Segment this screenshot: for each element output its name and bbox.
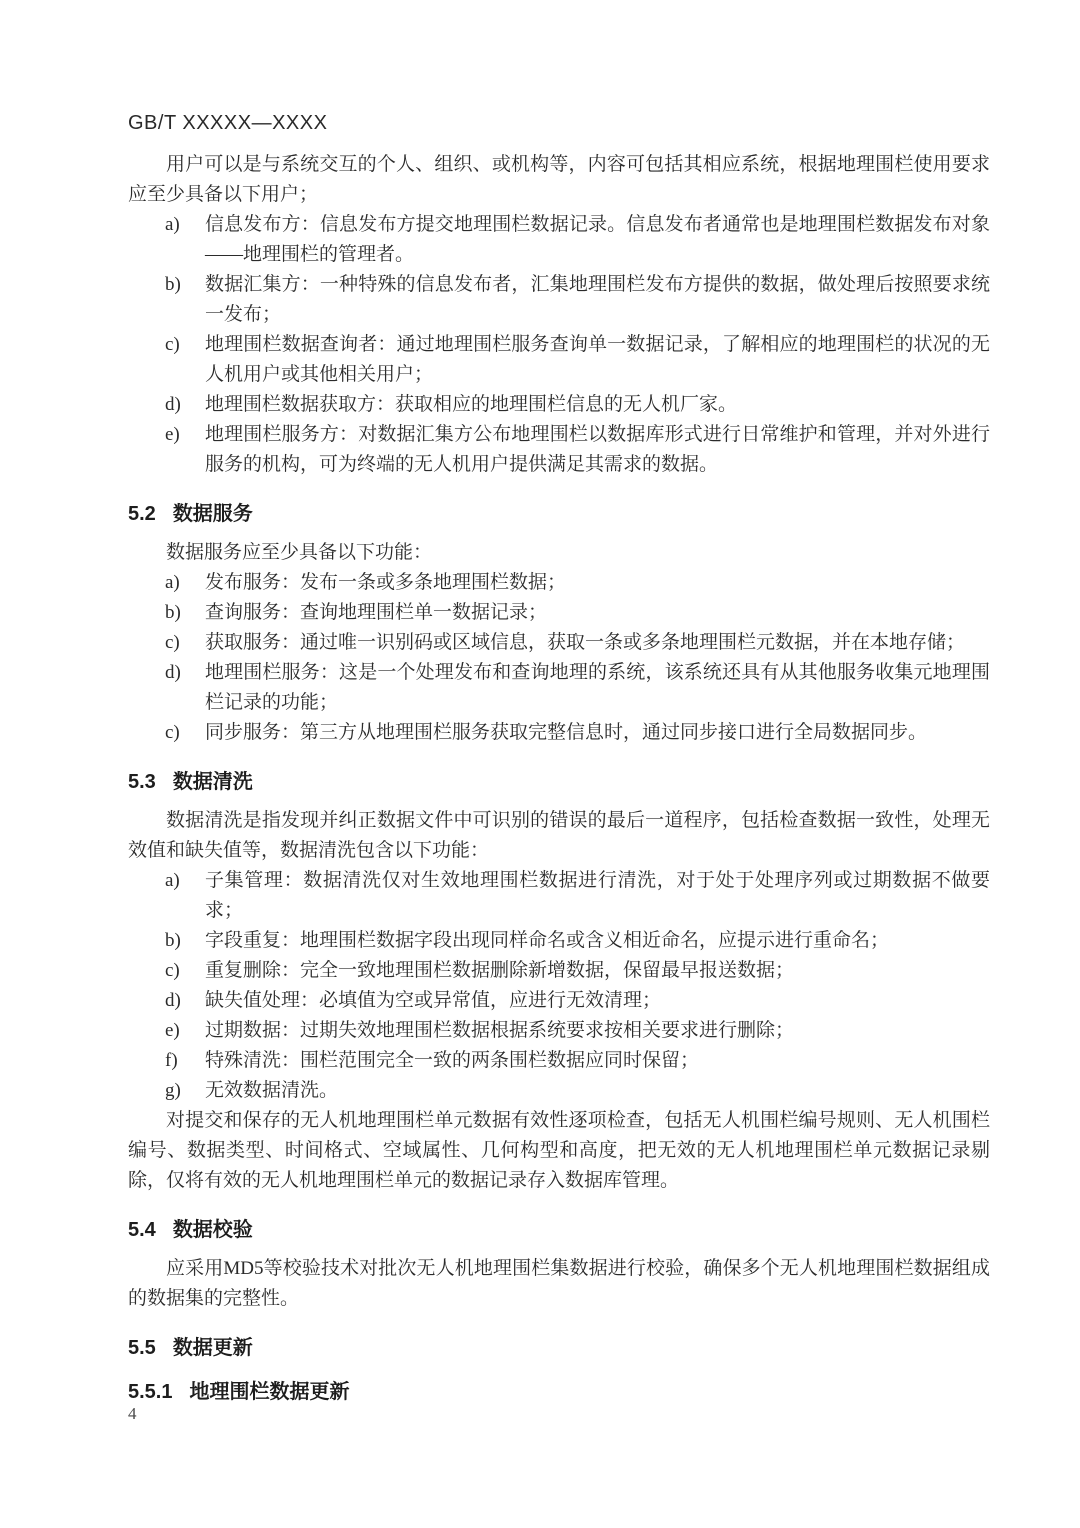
list-item-text: 地理围栏数据查询者：通过地理围栏服务查询单一数据记录，了解相应的地理围栏的状况的无人机用户或其他相关用户； xyxy=(205,334,990,385)
data-cleaning-list xyxy=(128,866,990,1106)
list-item xyxy=(128,718,990,748)
list-item xyxy=(128,1046,990,1076)
list-item-label: c) xyxy=(165,960,180,981)
list-item-label: a) xyxy=(165,214,180,235)
user-role-list xyxy=(128,210,990,480)
list-item-label: c) xyxy=(165,722,180,743)
list-item xyxy=(128,986,990,1016)
list-item xyxy=(128,658,990,718)
list-item-text: 过期数据：过期失效地理围栏数据根据系统要求按相关要求进行删除； xyxy=(205,1020,795,1041)
section-title: 数据服务 xyxy=(172,503,253,525)
section-number: 5.5.1 xyxy=(128,1381,173,1403)
section-5-2-intro: 数据服务应至少具备以下功能： xyxy=(166,542,433,563)
standard-number-header: GB/T XXXXX—XXXX xyxy=(128,112,328,134)
list-item-text: 重复删除：完全一致地理围栏数据删除新增数据，保留最早报送数据； xyxy=(205,960,795,981)
list-item-text: 字段重复：地理围栏数据字段出现同样命名或含义相近命名，应提示进行重命名； xyxy=(205,930,890,951)
list-item-label: e) xyxy=(165,1020,180,1041)
data-service-list xyxy=(128,568,990,748)
list-item-text: 发布服务：发布一条或多条地理围栏数据； xyxy=(205,572,567,593)
list-item xyxy=(128,956,990,986)
list-item xyxy=(128,628,990,658)
section-5-3-closing-paragraph: 对提交和保存的无人机地理围栏单元数据有效性逐项检查，包括无人机围栏编号规则、无人机围栏编号、数据类型、时间格式、空域属性、几何构型和高度，把无效的无人机地理围栏单元数据记录剔除，仅将有效的无人机地理围栏单元的数据记录存入数据库管理。 xyxy=(128,1110,990,1191)
list-item-label: d) xyxy=(165,394,181,415)
section-heading-5-5-1 xyxy=(128,1380,990,1404)
list-item-label: b) xyxy=(165,602,181,623)
list-item-label: g) xyxy=(165,1080,181,1101)
page-number: 4 xyxy=(128,1404,137,1423)
list-item xyxy=(128,330,990,390)
list-item xyxy=(128,866,990,926)
section-number: 5.3 xyxy=(128,771,156,793)
list-item xyxy=(128,598,990,628)
list-item-label: b) xyxy=(165,274,181,295)
section-number: 5.5 xyxy=(128,1337,156,1359)
list-item-text: 地理围栏数据获取方：获取相应的地理围栏信息的无人机厂家。 xyxy=(205,394,738,415)
section-number: 5.2 xyxy=(128,503,156,525)
list-item-text: 同步服务：第三方从地理围栏服务获取完整信息时，通过同步接口进行全局数据同步。 xyxy=(205,722,928,743)
section-5-3-intro: 数据清洗是指发现并纠正数据文件中可识别的错误的最后一道程序，包括检查数据一致性，处理无效值和缺失值等，数据清洗包含以下功能： xyxy=(128,810,990,861)
section-heading-5-3 xyxy=(128,770,990,794)
section-heading-5-5 xyxy=(128,1336,990,1360)
list-item xyxy=(128,420,990,480)
list-item-label: a) xyxy=(165,572,180,593)
list-item-text: 特殊清洗：围栏范围完全一致的两条围栏数据应同时保留； xyxy=(205,1050,700,1071)
list-item-label: f) xyxy=(165,1050,178,1071)
section-heading-5-2 xyxy=(128,502,990,526)
list-item-label: b) xyxy=(165,930,181,951)
section-title: 数据校验 xyxy=(172,1219,253,1241)
list-item-label: c) xyxy=(165,334,180,355)
section-number: 5.4 xyxy=(128,1219,156,1241)
list-item xyxy=(128,210,990,270)
list-item xyxy=(128,390,990,420)
intro-paragraph: 用户可以是与系统交互的个人、组织、或机构等，内容可包括其相应系统，根据地理围栏使用要求应至少具备以下用户； xyxy=(128,154,990,205)
list-item-text: 数据汇集方：一种特殊的信息发布者，汇集地理围栏发布方提供的数据，做处理后按照要求统一发布； xyxy=(205,274,990,325)
list-item-text: 查询服务：查询地理围栏单一数据记录； xyxy=(205,602,548,623)
list-item-text: 获取服务：通过唯一识别码或区域信息，获取一条或多条地理围栏元数据，并在本地存储； xyxy=(205,632,966,653)
list-item-label: d) xyxy=(165,662,181,683)
list-item-label: c) xyxy=(165,632,180,653)
list-item xyxy=(128,926,990,956)
list-item-text: 地理围栏服务：这是一个处理发布和查询地理的系统，该系统还具有从其他服务收集元地理围栏记录的功能； xyxy=(205,662,990,713)
section-title: 地理围栏数据更新 xyxy=(189,1381,350,1403)
list-item-text: 无效数据清洗。 xyxy=(205,1080,339,1101)
section-heading-5-4 xyxy=(128,1218,990,1242)
list-item xyxy=(128,568,990,598)
list-item-text: 地理围栏服务方：对数据汇集方公布地理围栏以数据库形式进行日常维护和管理，并对外进行服务的机构，可为终端的无人机用户提供满足其需求的数据。 xyxy=(205,424,990,475)
list-item-text: 子集管理：数据清洗仅对生效地理围栏数据进行清洗，对于处于处理序列或过期数据不做要求； xyxy=(205,870,990,921)
list-item-label: e) xyxy=(165,424,180,445)
list-item-text: 缺失值处理：必填值为空或异常值，应进行无效清理； xyxy=(205,990,662,1011)
list-item xyxy=(128,1016,990,1046)
list-item xyxy=(128,270,990,330)
section-title: 数据更新 xyxy=(172,1337,253,1359)
list-item-label: a) xyxy=(165,870,180,891)
list-item-label: d) xyxy=(165,990,181,1011)
section-5-4-paragraph: 应采用MD5等校验技术对批次无人机地理围栏集数据进行校验，确保多个无人机地理围栏数据组成的数据集的完整性。 xyxy=(128,1258,990,1309)
list-item xyxy=(128,1076,990,1106)
section-title: 数据清洗 xyxy=(172,771,253,793)
list-item-text: 信息发布方：信息发布方提交地理围栏数据记录。信息发布者通常也是地理围栏数据发布对象——地理围栏的管理者。 xyxy=(205,214,990,265)
